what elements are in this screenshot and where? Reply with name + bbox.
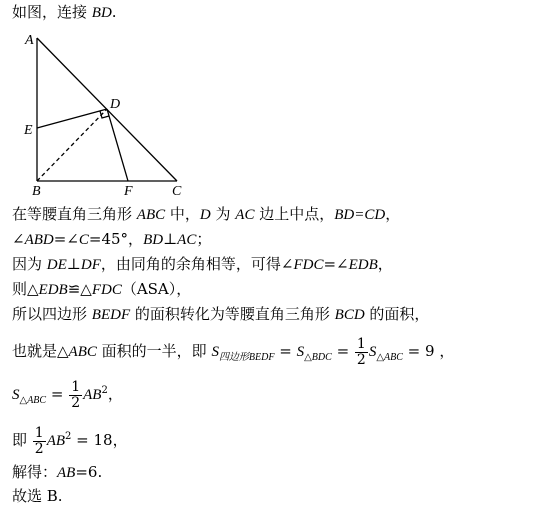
fraction-one-half bbox=[69, 380, 82, 411]
math: EDB bbox=[38, 282, 68, 298]
text: 因为 bbox=[12, 255, 47, 273]
area-subscript: △BDC bbox=[304, 352, 332, 363]
math: ABD bbox=[24, 232, 54, 248]
area-subscript: 四边形BEDF bbox=[218, 352, 275, 363]
math: BD=CD bbox=[334, 207, 386, 223]
segment-de bbox=[37, 109, 107, 128]
text: =∠ bbox=[53, 230, 79, 248]
area-symbol: S bbox=[12, 387, 20, 403]
text: ； bbox=[196, 230, 212, 248]
text: ，由同角的余角相等，可得∠ bbox=[100, 255, 294, 273]
solution-line-3 bbox=[12, 254, 393, 275]
label-b: B bbox=[32, 184, 41, 198]
solution-line-9 bbox=[12, 462, 102, 483]
math: ABC bbox=[68, 344, 97, 360]
math: BEDF bbox=[91, 307, 131, 323]
numerator: 1 bbox=[71, 378, 81, 395]
area-symbol: S bbox=[368, 344, 377, 360]
text: =45°， bbox=[88, 230, 144, 248]
text: 边上中点， bbox=[254, 205, 335, 223]
text: ⊥ bbox=[66, 255, 81, 273]
solution-line-6 bbox=[12, 334, 454, 375]
denominator: 2 bbox=[34, 440, 44, 457]
label-a: A bbox=[25, 33, 34, 48]
exponent: 2 bbox=[101, 385, 108, 396]
intro-text: 如图，连接 bbox=[12, 3, 92, 21]
numerator: 1 bbox=[356, 335, 366, 352]
exponent: 2 bbox=[65, 431, 72, 442]
text: ≌△ bbox=[67, 280, 92, 298]
solution-line-4 bbox=[12, 279, 191, 300]
math: AB bbox=[46, 433, 66, 449]
segment-bd-dashed bbox=[37, 109, 107, 181]
solution-line-10 bbox=[12, 486, 63, 506]
math: FDC bbox=[293, 257, 324, 273]
text: ， bbox=[377, 255, 393, 273]
text: =6. bbox=[75, 463, 103, 481]
math: ABC bbox=[136, 207, 166, 223]
solution-line-1 bbox=[12, 204, 400, 225]
text: =∠ bbox=[323, 255, 349, 273]
math: AC bbox=[177, 232, 197, 248]
math: FDC bbox=[91, 282, 122, 298]
equals-value: = 9 ， bbox=[402, 342, 455, 360]
fraction-one-half bbox=[33, 426, 46, 457]
geometry-figure bbox=[22, 28, 222, 198]
equals: = bbox=[274, 342, 297, 360]
math: BD bbox=[143, 232, 164, 248]
label-e: E bbox=[24, 123, 33, 138]
math: DE bbox=[46, 257, 67, 273]
intro-period: . bbox=[111, 3, 117, 21]
intro-line bbox=[12, 2, 117, 23]
text: ⊥ bbox=[163, 230, 178, 248]
solution-line-7 bbox=[12, 374, 123, 418]
text: 的面积转化为等腰直角三角形 bbox=[130, 305, 335, 323]
area-subscript: △ABC bbox=[376, 352, 403, 363]
text: 面积的一半，即 bbox=[96, 342, 212, 360]
equals: = bbox=[331, 342, 354, 360]
math: AB bbox=[57, 465, 76, 481]
text: （ASA）， bbox=[121, 280, 192, 298]
area-symbol: S bbox=[296, 344, 305, 360]
label-d: D bbox=[110, 97, 121, 112]
solution-line-8 bbox=[12, 420, 128, 458]
text: 也就是△ bbox=[12, 342, 69, 360]
answer-text: 故选 B. bbox=[12, 487, 63, 505]
area-symbol: S bbox=[211, 344, 219, 360]
math: D bbox=[199, 207, 211, 223]
math: C bbox=[78, 232, 89, 248]
solution-line-5 bbox=[12, 304, 429, 325]
text: 的面积， bbox=[364, 305, 430, 323]
text: = 18， bbox=[71, 431, 128, 449]
text: 为 bbox=[210, 205, 236, 223]
label-f: F bbox=[124, 184, 133, 198]
text: 中， bbox=[165, 205, 200, 223]
text: 则△ bbox=[12, 280, 39, 298]
text: 所以四边形 bbox=[12, 305, 92, 323]
math: EDB bbox=[348, 257, 378, 273]
text: ∠ bbox=[12, 230, 25, 248]
text: 即 bbox=[12, 431, 32, 449]
math: AC bbox=[235, 207, 255, 223]
equals: = bbox=[46, 385, 69, 403]
solution-line-2 bbox=[12, 229, 211, 250]
numerator: 1 bbox=[34, 424, 44, 441]
denominator: 2 bbox=[356, 351, 366, 368]
math: AB bbox=[83, 387, 102, 403]
math: DF bbox=[80, 257, 101, 273]
denominator: 2 bbox=[71, 394, 81, 411]
text: 在等腰直角三角形 bbox=[12, 205, 137, 223]
area-subscript: △ABC bbox=[19, 395, 47, 406]
text: ， bbox=[107, 385, 123, 403]
fraction-one-half bbox=[355, 337, 368, 368]
label-c: C bbox=[172, 184, 182, 198]
text: ， bbox=[385, 205, 401, 223]
intro-segment: BD bbox=[91, 5, 112, 21]
math: BCD bbox=[334, 307, 365, 323]
text: 解得： bbox=[12, 463, 58, 481]
